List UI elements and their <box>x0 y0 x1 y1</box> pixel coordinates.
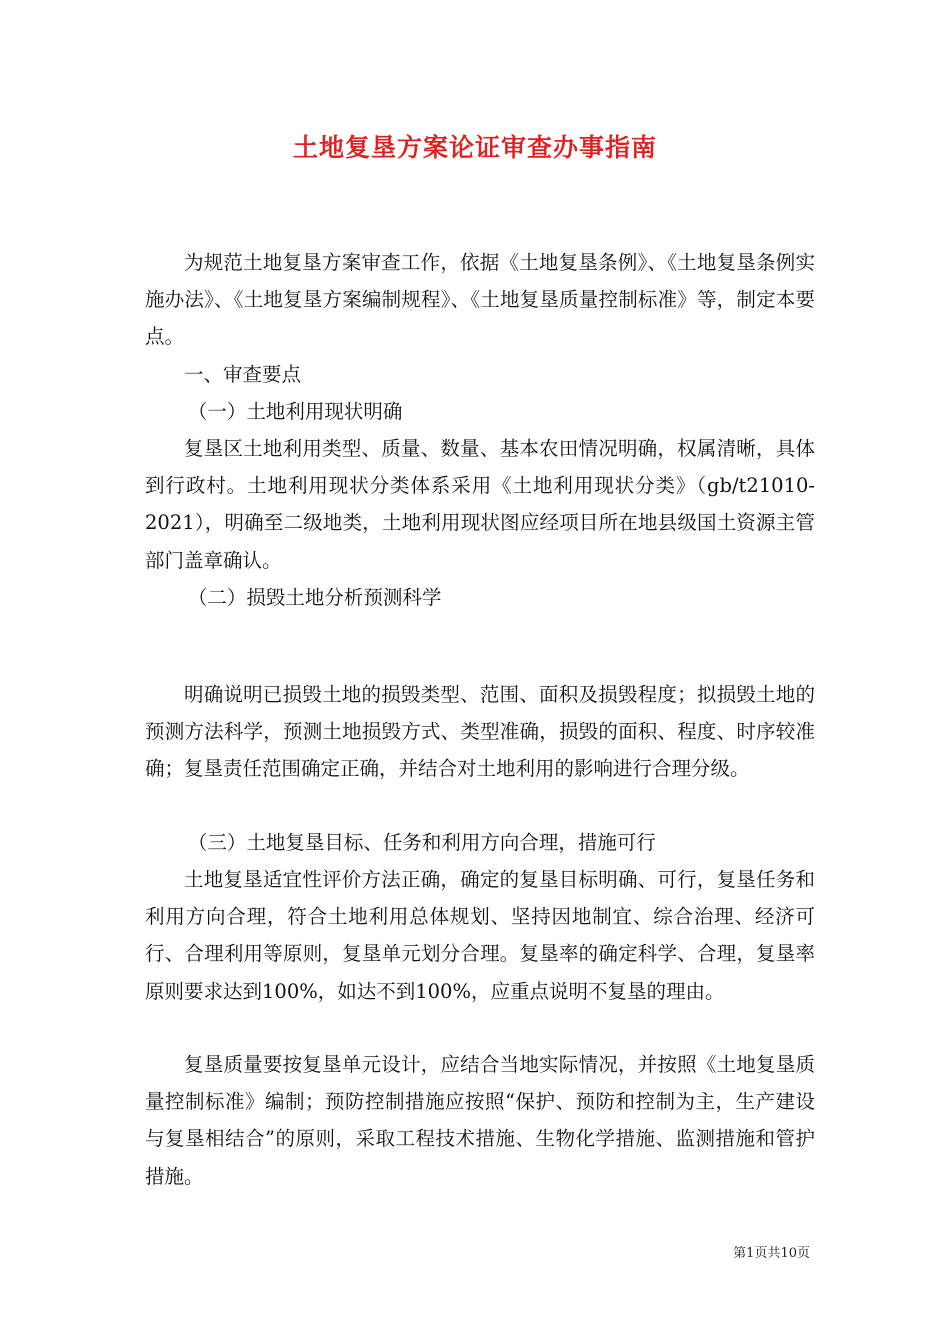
section-heading-review-points: 一、审查要点 <box>184 363 302 386</box>
reclamation-quality-paragraph: 复垦质量要按复垦单元设计，应结合当地实际情况，并按照《土地复垦质量控制标准》编制；预防控制措施应按照“保护、预防和控制为主，生产建设与复垦相结合”的原则，采取工程技术措施、生物化学措施、监测措施和管护措施。 <box>145 1053 815 1188</box>
sub-heading-damage-analysis: （二）损毁土地分析预测科学 <box>187 586 442 609</box>
sub-heading-reclamation-goals: （三）土地复垦目标、任务和利用方向合理，措施可行 <box>187 831 656 854</box>
intro-paragraph: 为规范土地复垦方案审查工作，依据《土地复垦条例》、《土地复垦条例实施办法》、《土地复垦方案编制规程》、《土地复垦质量控制标准》等，制定本要点。 <box>145 251 815 349</box>
page-number-footer: 第1页共10页 <box>733 1246 810 1261</box>
sub-heading-land-use-status: （一）土地利用现状明确 <box>187 400 403 423</box>
damage-analysis-paragraph: 明确说明已损毁土地的损毁类型、范围、面积及损毁程度；拟损毁土地的预测方法科学，预测土地损毁方式、类型准确，损毁的面积、程度、时序较准确；复垦责任范围确定正确，并结合对土地利用的影响进行合理分级。 <box>145 683 815 781</box>
reclamation-goals-paragraph: 土地复垦适宜性评价方法正确，确定的复垦目标明确、可行，复垦任务和利用方向合理，符合土地利用总体规划、坚持因地制宜、综合治理、经济可行、合理利用等原则，复垦单元划分合理。复垦率的确定科学、合理，复垦率原则要求达到100%，如达不到100%，应重点说明不复垦的理由。 <box>145 868 815 1003</box>
page-title: 土地复垦方案论证审查办事指南 <box>292 133 657 162</box>
land-use-status-paragraph: 复垦区土地利用类型、质量、数量、基本农田情况明确，权属清晰，具体到行政村。土地利用现状分类体系采用《土地利用现状分类》（gb/t21010-2021），明确至二级地类，土地利用现状图应经项目所在地县级国土资源主管部门盖章确认。 <box>145 437 815 572</box>
